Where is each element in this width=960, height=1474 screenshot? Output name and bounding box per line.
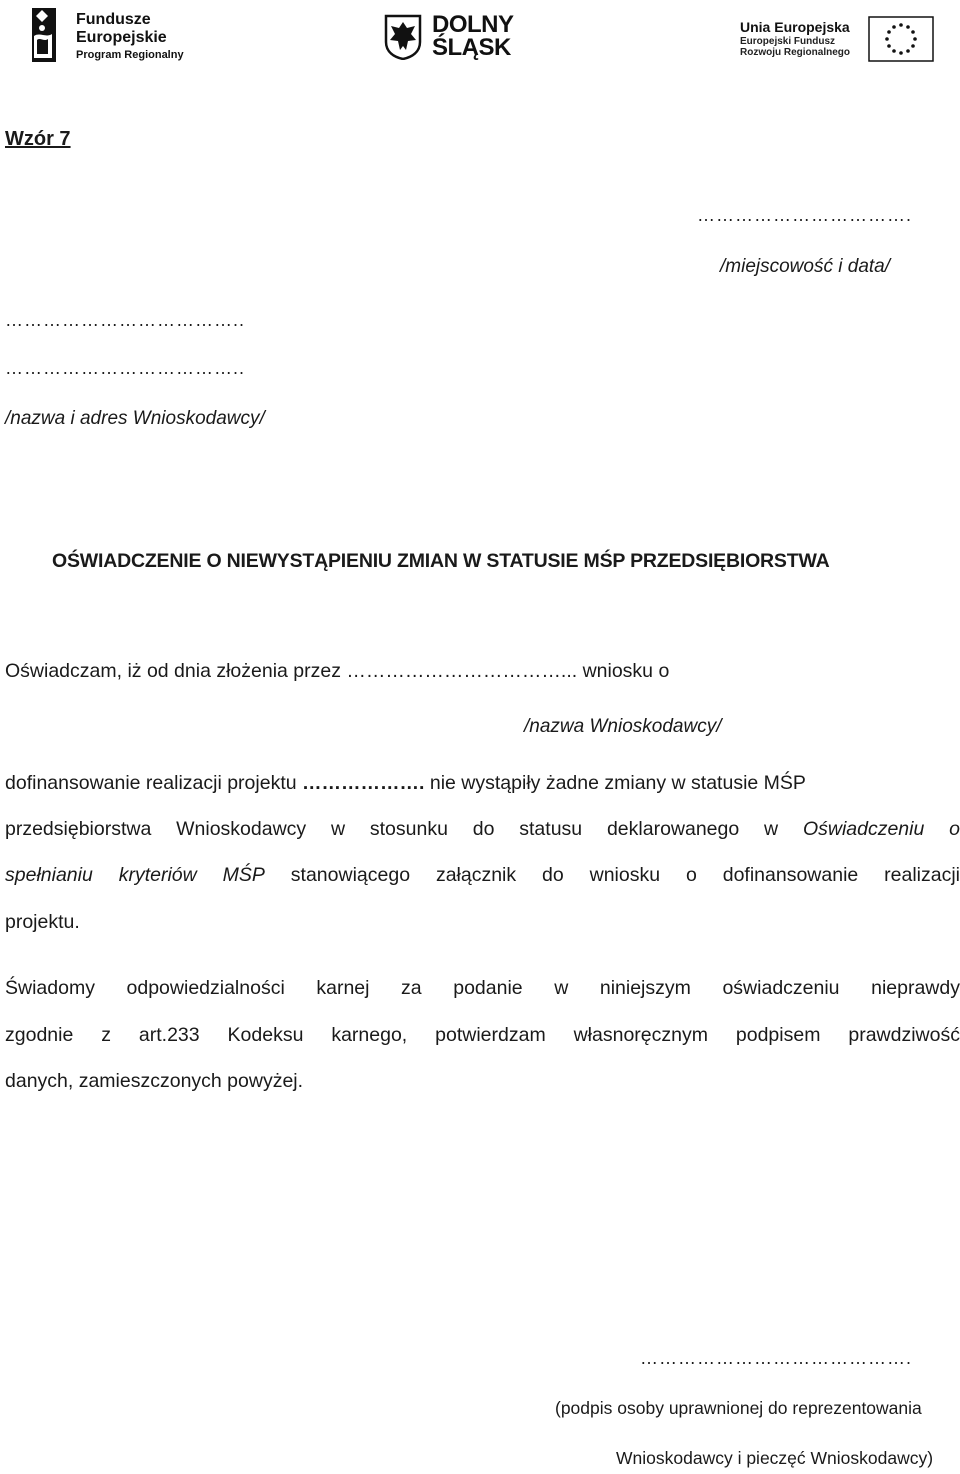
unia-europejska-logo <box>740 16 934 62</box>
statement-line-2 <box>5 772 806 795</box>
statement-line-5: projektu. <box>5 911 80 933</box>
signature-caption-2: Wnioskodawcy i pieczęć Wnioskodawcy) <box>616 1448 934 1468</box>
template-label: Wzór 7 <box>5 128 71 150</box>
statement-line-2-a: dofinansowanie realizacji projektu <box>5 772 303 794</box>
logo-fe-line1: Fundusze <box>76 10 151 28</box>
fundusze-europejskie-emblem-icon <box>26 6 72 66</box>
address-placeholder-dots-1: ……………………………….. <box>5 310 246 330</box>
logo-ds-line1: DOLNY <box>432 11 514 39</box>
logo-fe-line2: Europejskie <box>76 28 167 46</box>
signature-placeholder-dots: ……………………………………. <box>640 1348 913 1368</box>
statement-line-3-a: przedsiębiorstwa Wnioskodawcy w stosunku do statusu deklarowanego w <box>5 818 803 840</box>
statement-line-3-b: Oświadczeniu o <box>802 818 960 840</box>
logo-ds-line2: ŚLĄSK <box>432 34 511 61</box>
declaration-line-2: zgodnie z art.233 Kodeksu karnego, potwierdzam własnoręcznym podpisem prawdziwość <box>5 1024 960 1046</box>
declaration-line-1: Świadomy odpowiedzialności karnej za podanie w niniejszym oświadczeniu nieprawdy <box>5 977 960 999</box>
address-caption: /nazwa i adres Wnioskodawcy/ <box>5 408 265 429</box>
statement-line-4-a: spełnianiu kryteriów MŚP <box>5 864 265 886</box>
logo-fe-line3: Program Regionalny <box>76 48 184 61</box>
statement-line-1: Oświadczam, iż od dnia złożenia przez ……………………………... wniosku o <box>5 660 670 682</box>
signature-caption-1: (podpis osoby uprawnionej do reprezentowania <box>555 1398 922 1418</box>
logo-ue-line2: Europejski Fundusz <box>740 36 836 47</box>
statement-line-2-b: nie wystąpiły żadne zmiany w statusie MŚP <box>424 772 806 794</box>
logo-ue-line3: Rozwoju Regionalnego <box>740 47 850 58</box>
fundusze-europejskie-logo <box>26 6 184 66</box>
eagle-coat-of-arms-icon <box>384 14 422 60</box>
date-placeholder-dots: ……………………………. <box>697 205 913 225</box>
dolny-slask-logo <box>384 13 514 61</box>
statement-line-4 <box>5 864 960 887</box>
declaration-line-3: danych, zamieszczonych powyżej. <box>5 1070 304 1092</box>
project-placeholder-dots: ………………. <box>302 772 425 794</box>
address-placeholder-dots-2: ……………………………….. <box>5 358 246 378</box>
statement-line-3 <box>5 818 960 841</box>
document-title: OŚWIADCZENIE O NIEWYSTĄPIENIU ZMIAN W STATUSIE MŚP PRZEDSIĘBIORSTWA <box>52 550 830 572</box>
statement-line-4-b: stanowiącego załącznik do wniosku o dofinansowanie realizacji <box>264 864 960 886</box>
logo-ue-line1: Unia Europejska <box>740 19 850 35</box>
eu-flag-icon <box>868 16 934 62</box>
date-caption: /miejscowość i data/ <box>720 256 891 277</box>
applicant-name-caption: /nazwa Wnioskodawcy/ <box>524 716 722 737</box>
